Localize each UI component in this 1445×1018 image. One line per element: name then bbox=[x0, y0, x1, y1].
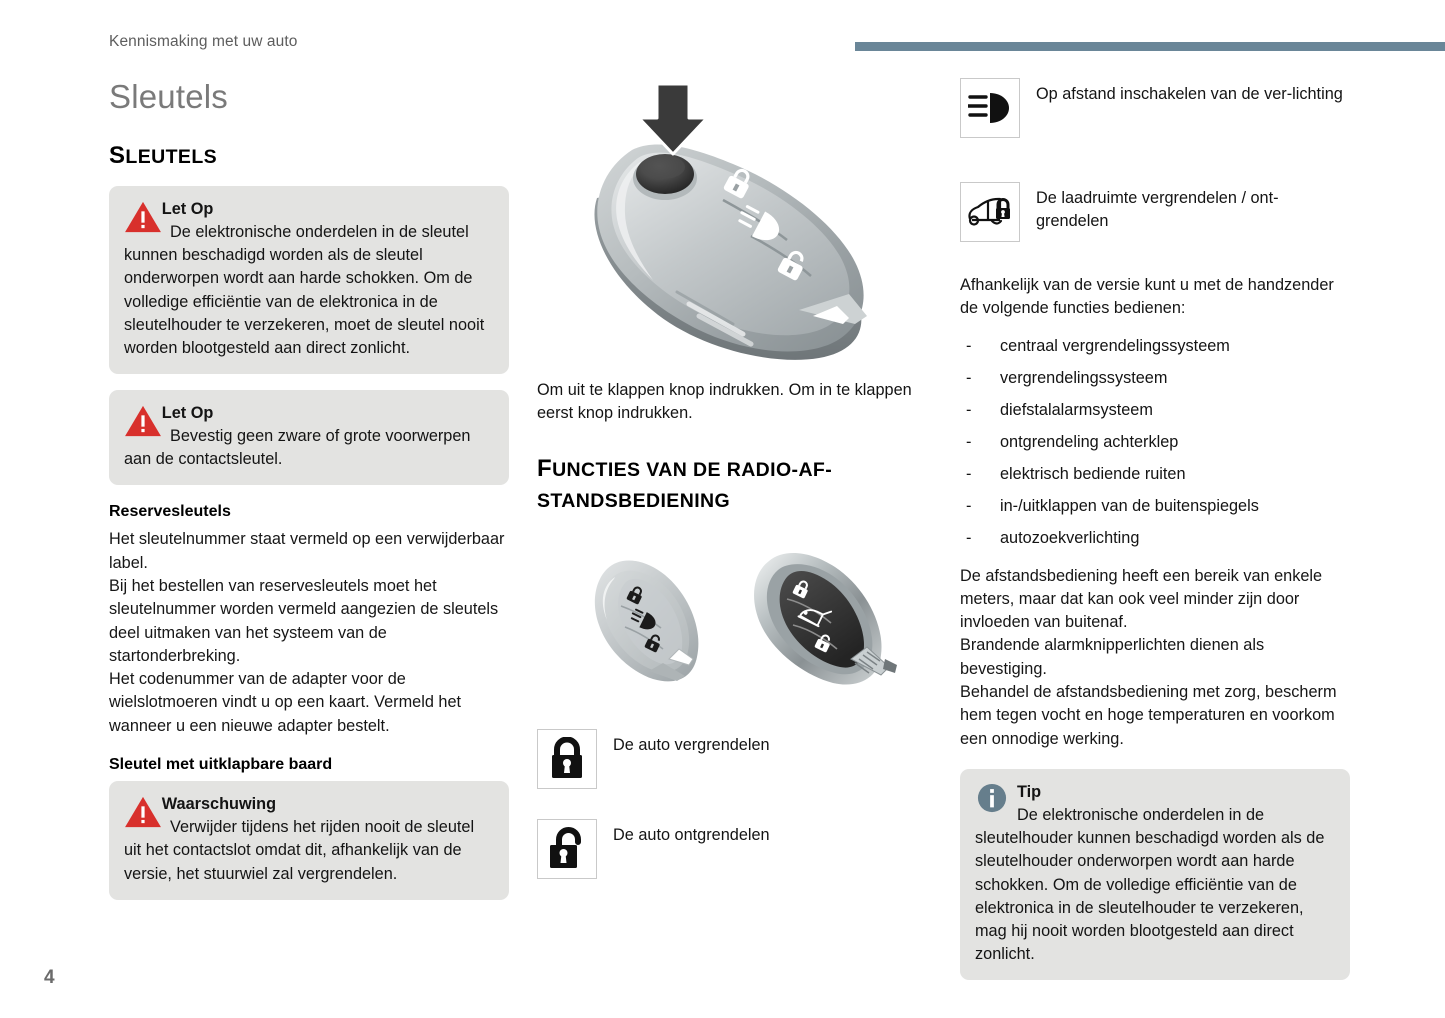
left-column bbox=[109, 78, 509, 916]
icon-row-lock bbox=[537, 729, 937, 789]
right-column bbox=[960, 78, 1350, 996]
header-rule bbox=[855, 42, 1445, 51]
icon-box bbox=[537, 819, 597, 879]
section-heading-initial: S bbox=[109, 142, 126, 169]
remote-key-right bbox=[754, 552, 897, 684]
paragraph-care: Behandel de afstandsbediening met zorg, bescherm hem tegen vocht en hoge temperaturen en voorkom een onnodige werking. bbox=[960, 683, 1337, 748]
subheading-uitklapbare-baard: Sleutel met uitklapbare baard bbox=[109, 756, 333, 774]
callout-body bbox=[124, 198, 494, 360]
page-number: 4 bbox=[44, 967, 55, 988]
icon-row-label: Op afstand inschakelen van de ver-lichting bbox=[1036, 85, 1343, 103]
paragraph-reservesleutels-2: Bij het bestellen van reservesleutels moet het sleutelnummer worden vermeld aangezien de sleutels deel uitmaken van het systeem van de startonderbreking. bbox=[109, 577, 499, 665]
warning-triangle-icon bbox=[124, 404, 162, 438]
paragraph-confirmation: Brandende alarmknipperlichten dienen als bevestiging. bbox=[960, 636, 1265, 678]
callout-text: Bevestig geen zware of grote voorwerpen aan de contactsleutel. bbox=[124, 427, 471, 469]
callout-text: De elektronische onderdelen in de sleutel kunnen beschadigd worden als de sleutel onderworpen wordt aan harde schokken. Om de volledige efficiëntie van de elektronica in de sleutelhouder te verzekeren, moet de sleutel nooit worden blootgesteld aan direct zonlicht. bbox=[124, 223, 485, 357]
headlight-beam-icon bbox=[968, 91, 1012, 125]
list-item: - vergrendelingssysteem bbox=[960, 367, 1350, 390]
section-heading-initial: F bbox=[537, 455, 553, 483]
icon-row-label: De auto vergrendelen bbox=[613, 735, 770, 754]
callout-title: Let Op bbox=[161, 200, 214, 218]
callout-title: Tip bbox=[1017, 782, 1042, 801]
list-item: - diefstalalarmsysteem bbox=[960, 399, 1350, 422]
paragraph-intro-functions: Afhankelijk van de versie kunt u met de handzender de volgende functies bedienen: bbox=[960, 276, 1334, 318]
icon-box bbox=[537, 729, 597, 789]
middle-column bbox=[537, 78, 937, 909]
paragraph-reservesleutels-3: Het codenummer van de adapter voor de wielslotmoeren vindt u op een kaart. Vermeld het wanneer u een nieuwe adapter bestelt. bbox=[109, 670, 462, 735]
press-down-arrow bbox=[639, 84, 707, 154]
flip-key-figure bbox=[537, 78, 937, 373]
callout-title: Let Op bbox=[161, 403, 214, 422]
callout-title: Waarschuwing bbox=[161, 795, 277, 814]
callout-let-op-2 bbox=[109, 390, 509, 485]
running-head: Kennismaking met uw auto bbox=[109, 33, 298, 50]
list-item: - centraal vergrendelingssysteem bbox=[960, 335, 1350, 358]
section-heading-rest: UNCTIES VAN DE RADIO-AF- bbox=[552, 459, 833, 482]
car-boot-lock-icon bbox=[966, 195, 1014, 229]
paragraph-reservesleutels-1: Het sleutelnummer staat vermeld op een verwijderbaar label. bbox=[109, 530, 505, 572]
icon-box bbox=[960, 78, 1020, 138]
list-item: - ontgrendeling achterklep bbox=[960, 431, 1350, 454]
icon-row-label: De auto ontgrendelen bbox=[613, 825, 770, 844]
padlock-open-icon bbox=[547, 827, 587, 871]
callout-waarschuwing bbox=[109, 781, 509, 900]
chapter-title: Sleutels bbox=[109, 78, 229, 115]
callout-tip bbox=[960, 769, 1350, 980]
icon-row-boot-lock bbox=[960, 182, 1350, 242]
list-item: - autozoekverlichting bbox=[960, 527, 1350, 550]
icon-row-remote-lighting bbox=[960, 78, 1350, 138]
two-remote-keys-illustration bbox=[537, 533, 937, 698]
callout-body bbox=[975, 781, 1335, 966]
icon-row-label: De laadruimte vergrendelen / ont-grendelen bbox=[1036, 189, 1279, 231]
section-heading-sleutels bbox=[109, 142, 509, 170]
paragraph-range: De afstandsbediening heeft een bereik van enkele meters, maar dat kan ook veel minder zijn door invloeden van buitenaf. bbox=[960, 566, 1323, 632]
remote-keys-figure bbox=[537, 533, 937, 703]
list-item: - in-/uitklappen van de buitenspiegels bbox=[960, 495, 1350, 518]
section-heading-line2: STANDSBEDIENING bbox=[537, 490, 731, 513]
info-circle-icon bbox=[977, 783, 1007, 813]
flip-key-illustration bbox=[537, 78, 937, 368]
section-heading-radio-afstandsbediening bbox=[537, 451, 937, 516]
list-item: - elektrisch bediende ruiten bbox=[960, 463, 1350, 486]
warning-triangle-icon bbox=[124, 200, 162, 234]
icon-row-unlock bbox=[537, 819, 937, 879]
padlock-closed-icon bbox=[547, 737, 587, 781]
callout-body bbox=[124, 402, 494, 471]
warning-triangle-icon bbox=[124, 795, 162, 829]
figure-caption-flip-key: Om uit te klappen knop indrukken. Om in te klappen eerst knop indrukken. bbox=[537, 381, 912, 423]
subheading-reservesleutels: Reservesleutels bbox=[109, 503, 231, 521]
callout-text: De elektronische onderdelen in de sleutelhouder kunnen beschadigd worden als de sleutelhouder onderworpen wordt aan harde schokken. Om de volledige efficiëntie van de elektronica in de sleutelhouder te verzekeren, mag hij nooit worden blootgesteld aan direct zonlicht. bbox=[975, 806, 1325, 963]
remote-key-left bbox=[595, 560, 699, 681]
functions-list bbox=[960, 335, 1350, 551]
callout-body bbox=[124, 793, 494, 886]
callout-text: Verwijder tijdens het rijden nooit de sleutel uit het contactslot omdat dit, afhankelijk van de versie, het stuurwiel zal vergrendelen. bbox=[124, 818, 475, 883]
section-heading-rest: LEUTELS bbox=[125, 146, 218, 168]
icon-box bbox=[960, 182, 1020, 242]
callout-let-op-1 bbox=[109, 186, 509, 374]
